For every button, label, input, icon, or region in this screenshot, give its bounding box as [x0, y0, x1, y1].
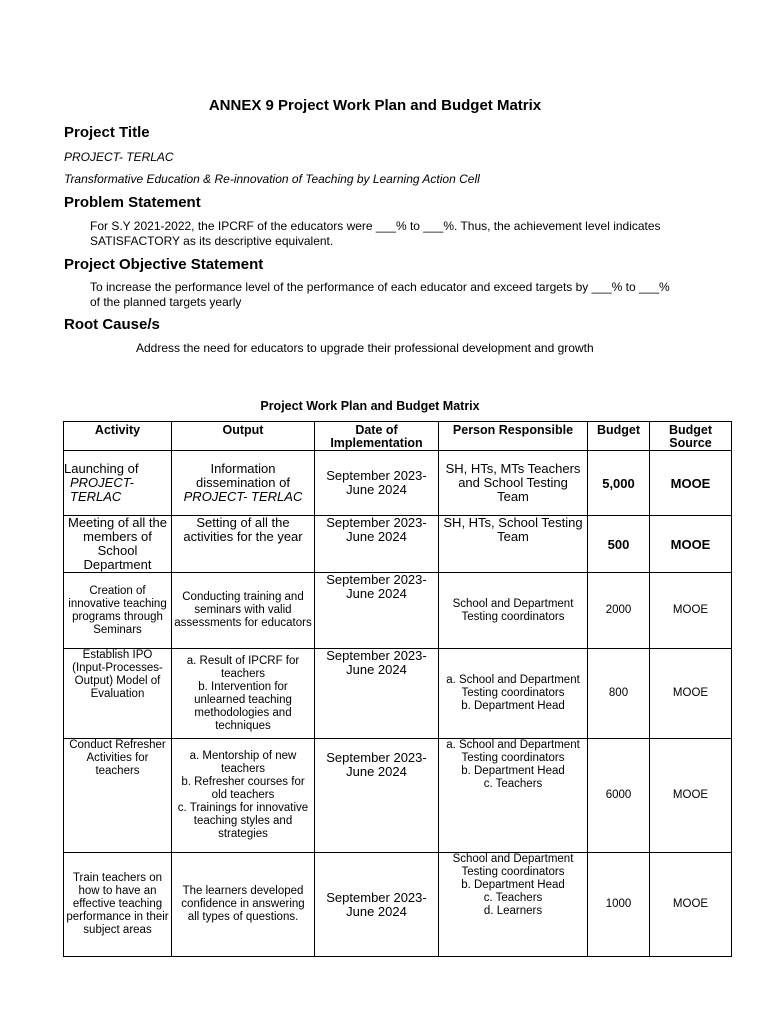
output-prefix: Information dissemination of — [196, 461, 290, 490]
person-item: c. Teachers — [483, 892, 543, 904]
project-name: PROJECT- TERLAC — [64, 150, 174, 164]
table-row — [64, 853, 732, 957]
date-cell: September 2023- June 2024 — [315, 649, 439, 739]
budget-cell: 1000 — [588, 853, 650, 957]
output-cell: The learners developed confidence in answering all types of questions. — [172, 853, 315, 957]
header-activity: Activity — [64, 422, 172, 451]
work-plan-table — [63, 421, 732, 957]
output-cell — [172, 451, 315, 516]
activity-cell: Train teachers on how to have an effective teaching performance in their subject areas — [64, 853, 172, 957]
person-item: b. Department Head — [461, 879, 565, 891]
problem-statement-text: For S.Y 2021-2022, the IPCRF of the educators were ___% to ___%. Thus, the achievement level indicates SATISFACTORY as its descriptive equivalent. — [90, 219, 661, 248]
activity-cell: Conduct Refresher Activities for teachers — [64, 739, 172, 853]
header-budget-source: Budget Source — [650, 422, 732, 451]
activity-prefix: Launching of — [64, 461, 139, 476]
date-cell: September 2023- June 2024 — [315, 451, 439, 516]
activity-cell: Establish IPO (Input-Processes-Output) Model of Evaluation — [64, 649, 172, 739]
budget-source-cell: MOOE — [650, 739, 732, 853]
person-cell — [439, 649, 588, 739]
budget-cell: 500 — [588, 516, 650, 573]
objective-statement-text: To increase the performance level of the performance of each educator and exceed targets by ___% to ___% of the planned targets yearly — [90, 280, 670, 309]
project-full-name: Transformative Education & Re-innovation of Teaching by Learning Action Cell — [64, 172, 480, 186]
person-item: a. School and Department Testing coordinators — [446, 739, 580, 764]
output-cell — [172, 649, 315, 739]
matrix-title: Project Work Plan and Budget Matrix — [260, 399, 480, 413]
root-cause-heading: Root Cause/s — [64, 316, 160, 333]
person-cell — [439, 853, 588, 957]
activity-project-name: PROJECT- TERLAC — [70, 475, 134, 504]
budget-cell: 5,000 — [588, 451, 650, 516]
person-cell: School and Department Testing coordinators — [439, 573, 588, 649]
person-item: School and Department Testing coordinators — [452, 853, 574, 878]
table-row — [64, 451, 732, 516]
output-item: c. Trainings for innovative teaching styles and strategies — [177, 802, 309, 840]
root-cause-text: Address the need for educators to upgrade their professional development and growth — [136, 341, 594, 355]
output-cell — [172, 739, 315, 853]
date-cell: September 2023- June 2024 — [315, 516, 439, 573]
date-cell: September 2023- June 2024 — [315, 573, 439, 649]
header-date: Date of Implementation — [315, 422, 439, 451]
date-cell: September 2023- June 2024 — [315, 739, 439, 853]
problem-statement-heading: Problem Statement — [64, 194, 201, 211]
table-row — [64, 649, 732, 739]
output-item: b. Intervention for unlearned teaching methodologies and techniques — [194, 680, 292, 732]
table-row — [64, 516, 732, 573]
budget-source-cell: MOOE — [650, 516, 732, 573]
document-title: ANNEX 9 Project Work Plan and Budget Matrix — [208, 97, 542, 114]
output-item: a. Mentorship of new teachers — [189, 750, 297, 775]
activity-cell: Creation of innovative teaching programs through Seminars — [64, 573, 172, 649]
budget-source-cell: MOOE — [650, 573, 732, 649]
output-cell: Conducting training and seminars with valid assessments for educators — [172, 573, 315, 649]
person-item: b. Department Head — [461, 765, 565, 777]
budget-source-cell: MOOE — [650, 649, 732, 739]
budget-cell: 800 — [588, 649, 650, 739]
person-cell — [439, 739, 588, 853]
header-person: Person Responsible — [439, 422, 588, 451]
header-output: Output — [172, 422, 315, 451]
person-item: c. Teachers — [483, 778, 543, 790]
table-row — [64, 739, 732, 853]
person-item: b. Department Head — [461, 700, 565, 712]
person-item: d. Learners — [483, 905, 543, 917]
activity-cell — [64, 451, 172, 516]
output-item: a. Result of IPCRF for teachers — [186, 654, 300, 680]
budget-source-cell: MOOE — [650, 451, 732, 516]
output-project-name: PROJECT- TERLAC — [183, 489, 303, 504]
project-title-heading: Project Title — [64, 124, 150, 141]
budget-source-cell: MOOE — [650, 853, 732, 957]
budget-cell: 6000 — [588, 739, 650, 853]
activity-cell: Meeting of all the members of School Department — [64, 516, 172, 573]
objective-statement-heading: Project Objective Statement — [64, 256, 264, 273]
output-cell: Setting of all the activities for the year — [172, 516, 315, 573]
table-header-row — [64, 422, 732, 451]
output-item: b. Refresher courses for old teachers — [181, 776, 305, 801]
date-cell: September 2023- June 2024 — [315, 853, 439, 957]
table-row — [64, 573, 732, 649]
budget-cell: 2000 — [588, 573, 650, 649]
header-budget: Budget — [588, 422, 650, 451]
person-cell: SH, HTs, School Testing Team — [439, 516, 588, 573]
person-cell: SH, HTs, MTs Teachers and School Testing Team — [439, 451, 588, 516]
person-item: a. School and Department Testing coordinators — [446, 674, 580, 699]
